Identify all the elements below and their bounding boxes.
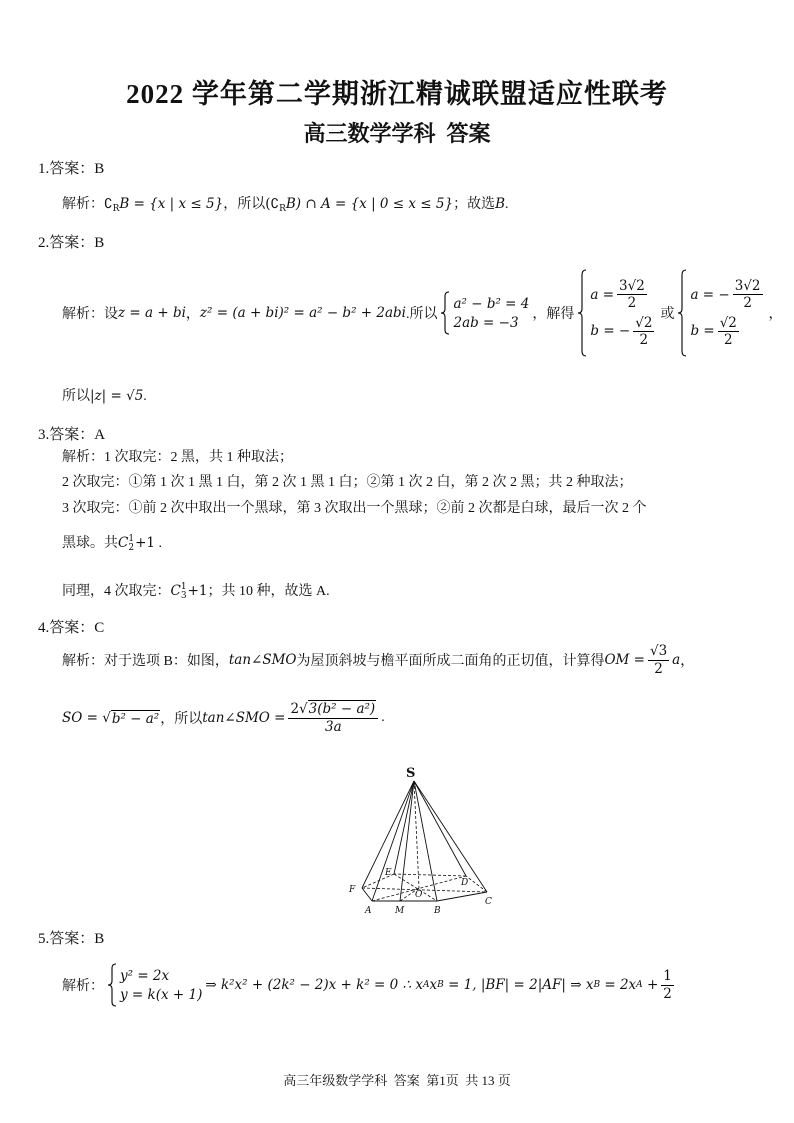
denominator: 2 [654,660,663,677]
q1-text-2: ；故选 [453,197,496,212]
solution-lhs: a = [590,286,615,303]
q5-math-x: x [429,977,438,993]
solution-row [690,315,765,348]
q2-formula-1: z = a + bi [118,305,186,321]
solution-row [590,315,657,348]
denominator: 2 [663,985,672,1002]
solution-row [690,278,765,311]
edge-so [414,781,419,888]
left-brace-icon [577,269,587,357]
hidden-edges [362,781,487,901]
q2-conclusion-math: |z| = √5 [90,388,144,404]
q1-answer: 1.答案：B [38,161,105,177]
solid-edges [362,781,487,901]
label-c: C [485,897,492,907]
edge-sd [414,781,466,876]
q2-text-2: .所以 [405,307,438,322]
combination-symbol: C [170,583,181,599]
label-a: A [365,906,372,916]
q2-conclusion [62,385,147,405]
edge-se [394,781,414,874]
pyramid-figure [340,762,500,920]
q3-line: 3 次取完：①前 2 次中取出一个黑球，第 3 次取出一个黑球；②前 2 次都是白球，最后一次 2 个 [62,501,647,516]
system-lines [120,968,202,1003]
equation-system [107,963,202,1007]
combination-symbol: C [118,535,129,551]
q1-label: 解析： [62,197,104,212]
numerator: 3√2 [619,278,645,295]
complement-subscript: R [112,204,120,214]
q2-text-or: 或 [660,307,675,322]
q4-l1-end: ， [680,654,695,669]
q2-analysis [62,266,783,360]
q3-line-4 [62,532,162,553]
subscript: B [437,980,444,990]
combination-sub: 3 [180,590,187,601]
numerator [288,701,378,718]
system-equation: y = k(x + 1) [120,986,203,1003]
denominator: 2 [724,331,733,348]
q4-l1-math-3: a [672,652,681,668]
complement-subscript: R [279,204,286,214]
denominator: 2 [639,331,649,348]
solution-lhs: a = − [690,286,730,303]
denominator: 2 [743,295,752,312]
q5-math-2: = 1, |BF| = 2|AF| ⇒ x [443,977,594,993]
combination-scripts [128,535,134,553]
label-b: B [434,906,441,916]
system-equation: 2ab = −3 [453,314,519,331]
q2-answer: 2.答案：B [38,235,105,251]
q3-answer: 3.答案：A [38,427,106,443]
q4-l2-end: . [381,710,385,725]
fraction [733,278,763,311]
numerator: √2 [719,314,737,331]
q3-line: 解析：1 次取完：2 黑，共 1 种取法； [62,450,293,465]
q2-conclusion-label: 所以 [62,389,90,404]
q4-l2-text: ，所以 [160,712,203,727]
fraction [288,701,378,734]
label-d: D [461,878,469,888]
radicand: 3(b² − a²) [308,701,376,718]
denominator: 3a [325,718,342,735]
q3-l4-rest: +1 [135,535,155,551]
solution-lhs: b = − [590,323,631,340]
system-lines [690,278,765,348]
edge-de [394,874,466,876]
subscript: B [593,980,601,990]
page-footer: 高三年级数学学科 答案 第1页 共 13 页 [283,1073,511,1088]
q3-l4-end: . [154,536,162,551]
q3-l4-text: 黑球。共 [62,536,118,551]
q5-analysis [62,962,677,1008]
q2-formula-2: z² = (a + bi)² = a² − b² + 2abi [199,305,406,321]
combination-sup: 1 [180,581,187,592]
solution-row [590,278,657,311]
q3-line-5 [62,580,330,601]
q4-line-2 [62,696,385,740]
numerator: 3√2 [734,278,761,295]
edge-sm [400,781,414,901]
equation-system [440,291,529,335]
subscript: A [423,980,430,990]
edge-bc [437,892,487,901]
left-brace-icon [677,269,687,357]
q2-label: 解析：设 [62,307,118,322]
q3-l5-end: ；共 10 种，故选 A. [207,584,330,599]
fraction [718,315,739,348]
q4-l1-text-2: 为屋顶斜坡与檐平面所成二面角的正切值，计算得 [296,654,605,669]
q4-l1-math-1: tan∠SMO [228,652,297,668]
q1-formula-1: B = {x | x ≤ 5} [119,196,224,212]
q2-conclusion-end: . [143,389,147,404]
q1-analysis [62,193,509,214]
label-s: S [406,766,416,781]
system-lines [453,296,529,331]
q4-l1-math-2: OM = [604,652,645,668]
combination-sup: 1 [128,533,135,544]
fraction [617,278,647,311]
page-subtitle: 高三数学学科 答案 [303,121,491,146]
fraction [633,315,654,348]
q5-math-1: ⇒ k²x² + (2k² − 2)x + k² = 0 ∴ x [205,977,424,993]
q4-l2-math-2: tan∠SMO = [202,710,286,726]
numerator: √2 [635,314,653,331]
q1-end: . [505,197,509,212]
left-brace-icon [440,291,450,335]
q3-l5-rest: +1 [187,583,208,599]
diagonal-fc [362,888,487,892]
edge-cd [466,876,487,892]
numerator: √3 [649,643,668,660]
q5-math-4: + [642,977,659,993]
system-lines [590,278,657,348]
label-f: F [349,885,356,895]
label-e: E [385,868,392,878]
combination-sub: 2 [128,542,135,553]
q4-l1-text: 解析：对于选项 B：如图， [62,654,229,669]
fraction [661,968,674,1001]
system-equation: y² = 2x [120,967,170,984]
radicand: b² − a² [111,710,160,727]
q5-label: 解析： [62,979,104,994]
left-brace-icon [107,963,117,1007]
combination-scripts [181,583,187,601]
fraction [648,643,669,676]
system-equation: a² − b² = 4 [453,295,530,312]
solution-lhs: b = [690,323,715,340]
q2-text-1: ， [185,307,200,322]
solution-system-2 [677,269,765,357]
complement-symbol: ∁ [104,196,113,212]
denominator: 2 [627,295,637,312]
label-o: O [415,890,423,900]
q5-answer: 5.答案：B [38,931,105,947]
q1-text-1: ，所以 [223,197,266,212]
q3-l5-text: 同理，4 次取完： [62,584,171,599]
q1-formula-2: B) ∩ A = {x | 0 ≤ x ≤ 5} [285,196,454,212]
q1-choice: B [495,196,506,212]
complement-symbol: (∁ [265,196,280,212]
q4-answer: 4.答案：C [38,620,105,636]
numerator: 1 [663,968,672,985]
q2-text-3: ，解得 [532,307,575,322]
subscript: A [636,980,643,990]
edge-fa [362,888,372,901]
vertex-labels [348,766,492,916]
numerator-prefix: 2√ [290,701,308,718]
q4-l2-lhs: SO = √ [62,710,111,726]
q5-math-3: = 2x [600,977,637,993]
label-m: M [395,906,405,916]
q2-text-5: ， [768,307,783,322]
q4-line-1 [62,640,694,680]
solution-system-1 [577,269,657,357]
q3-line: 2 次取完：①第 1 次 1 黑 1 白，第 2 次 1 黑 1 白；②第 1 次 2 白，第 2 次 2 黑；共 2 种取法； [62,475,633,490]
page-title: 2022 学年第二学期浙江精诚联盟适应性联考 [126,79,668,109]
